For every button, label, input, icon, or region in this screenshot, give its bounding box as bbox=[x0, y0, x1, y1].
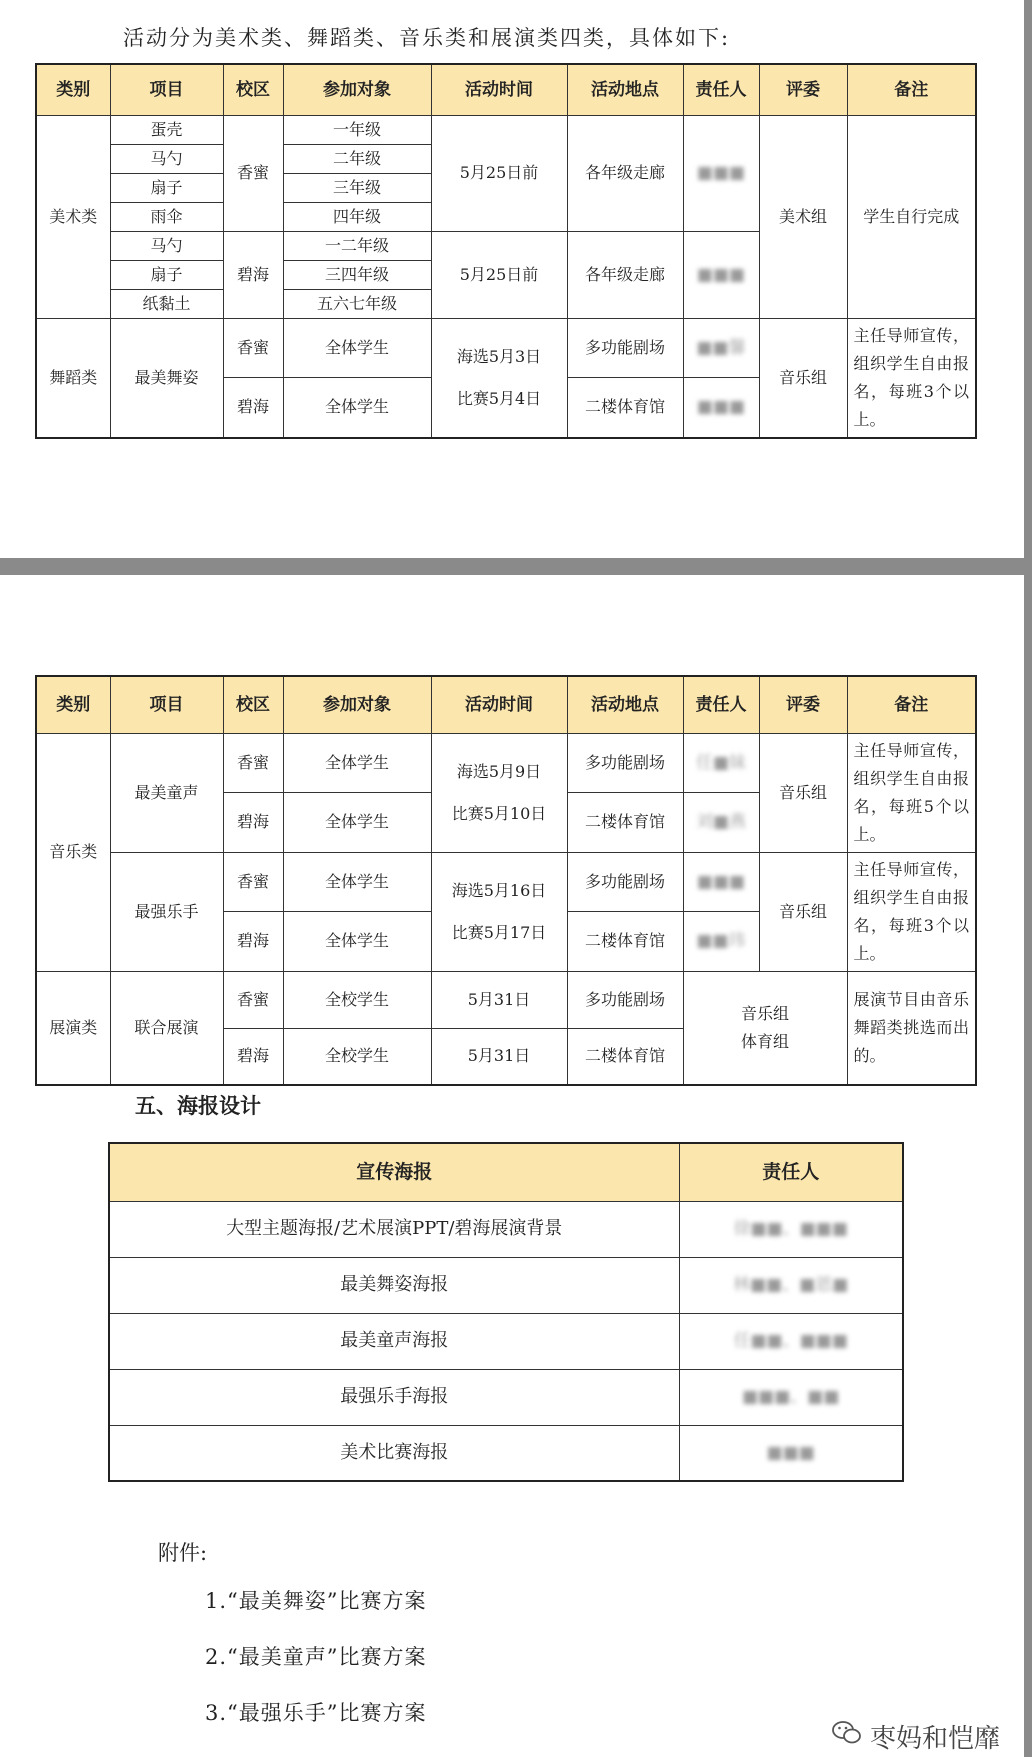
attachment-item: 3.“最强乐手”比赛方案 bbox=[205, 1701, 427, 1725]
item-cell: 扇子 bbox=[110, 173, 223, 202]
table-header-row bbox=[109, 1143, 903, 1201]
time-cell: 5月25日前 bbox=[431, 115, 567, 231]
watermark bbox=[832, 1718, 1000, 1755]
poster-name-cell: 最美童声海报 bbox=[109, 1313, 679, 1369]
table-row bbox=[36, 115, 976, 144]
header-note: 备注 bbox=[847, 676, 976, 733]
person-cell bbox=[683, 733, 759, 793]
campus-cell: 碧海 bbox=[223, 378, 283, 438]
time-cell bbox=[431, 852, 567, 971]
note-cell: 主任导师宣传，组织学生自由报名，每班5个以上。 bbox=[847, 733, 976, 852]
place-cell: 二楼体育馆 bbox=[567, 793, 683, 853]
redacted-name: ■■■ bbox=[696, 163, 746, 183]
header-category: 类别 bbox=[36, 676, 110, 733]
note-cell: 展演节目由音乐舞蹈类挑选而出的。 bbox=[847, 971, 976, 1085]
redacted-name: 刘■燕 bbox=[695, 812, 747, 833]
wechat-icon bbox=[832, 1720, 862, 1753]
time-cell: 5月31日 bbox=[431, 1028, 567, 1085]
redacted-name: ■■馨 bbox=[696, 337, 746, 358]
campus-cell: 碧海 bbox=[223, 231, 283, 318]
time-line: 比赛5月10日 bbox=[451, 803, 547, 823]
target-cell: 全校学生 bbox=[283, 971, 431, 1028]
target-cell: 全体学生 bbox=[283, 852, 431, 912]
item-cell: 纸黏土 bbox=[110, 289, 223, 318]
place-cell: 二楼体育馆 bbox=[567, 378, 683, 438]
person-cell bbox=[679, 1313, 903, 1369]
item-cell: 最美舞姿 bbox=[110, 318, 223, 438]
campus-cell: 香蜜 bbox=[223, 733, 283, 793]
campus-cell: 碧海 bbox=[223, 1028, 283, 1085]
place-cell: 各年级走廊 bbox=[567, 115, 683, 231]
note-cell: 学生自行完成 bbox=[847, 115, 976, 318]
campus-cell: 香蜜 bbox=[223, 852, 283, 912]
target-cell: 五六七年级 bbox=[283, 289, 431, 318]
target-cell: 全体学生 bbox=[283, 793, 431, 853]
header-place: 活动地点 bbox=[567, 64, 683, 115]
place-cell: 多功能剧场 bbox=[567, 733, 683, 793]
person-cell bbox=[683, 912, 759, 972]
time-line: 海选5月9日 bbox=[456, 761, 542, 781]
place-cell: 多功能剧场 bbox=[567, 852, 683, 912]
watermark-text: 枣妈和恺靡 bbox=[869, 1724, 1000, 1754]
table-row bbox=[109, 1313, 903, 1369]
judge-line: 体育组 bbox=[740, 1031, 789, 1051]
category-cell: 音乐类 bbox=[36, 733, 110, 971]
activity-table-2 bbox=[35, 675, 977, 1086]
poster-table bbox=[108, 1142, 904, 1482]
person-cell bbox=[683, 231, 759, 318]
header-person: 责任人 bbox=[679, 1143, 903, 1201]
target-cell: 全体学生 bbox=[283, 318, 431, 378]
person-cell bbox=[683, 793, 759, 853]
item-cell: 马勺 bbox=[110, 231, 223, 260]
target-cell: 全体学生 bbox=[283, 733, 431, 793]
redacted-name: ■■■ bbox=[696, 397, 746, 418]
judge-cell: 音乐组 bbox=[759, 733, 847, 852]
category-cell: 舞蹈类 bbox=[36, 318, 110, 438]
target-cell: 一年级 bbox=[283, 115, 431, 144]
header-note: 备注 bbox=[847, 64, 976, 115]
place-cell: 多功能剧场 bbox=[567, 318, 683, 378]
judge-cell: 音乐组 bbox=[759, 318, 847, 438]
person-cell bbox=[679, 1369, 903, 1425]
header-campus: 校区 bbox=[223, 676, 283, 733]
target-cell: 三年级 bbox=[283, 173, 431, 202]
item-cell: 最强乐手 bbox=[110, 852, 223, 971]
poster-name-cell: 大型主题海报/艺术展演PPT/碧海展演背景 bbox=[109, 1201, 679, 1257]
person-cell bbox=[679, 1425, 903, 1481]
header-time: 活动时间 bbox=[431, 676, 567, 733]
page-edge-right bbox=[1024, 0, 1032, 558]
poster-name-cell: 美术比赛海报 bbox=[109, 1425, 679, 1481]
redacted-name: ■■■、■■ bbox=[742, 1387, 840, 1407]
campus-cell: 香蜜 bbox=[223, 115, 283, 231]
header-category: 类别 bbox=[36, 64, 110, 115]
header-person: 责任人 bbox=[683, 64, 759, 115]
header-judge: 评委 bbox=[759, 64, 847, 115]
judge-cell bbox=[683, 971, 847, 1085]
target-cell: 一二年级 bbox=[283, 231, 431, 260]
header-place: 活动地点 bbox=[567, 676, 683, 733]
time-cell: 5月25日前 bbox=[431, 231, 567, 318]
person-cell bbox=[683, 378, 759, 438]
target-cell: 二年级 bbox=[283, 144, 431, 173]
judge-cell: 音乐组 bbox=[759, 852, 847, 971]
item-cell: 马勺 bbox=[110, 144, 223, 173]
attachment-item: 2.“最美童声”比赛方案 bbox=[205, 1645, 427, 1669]
header-item: 项目 bbox=[110, 64, 223, 115]
time-cell bbox=[431, 318, 567, 438]
table-row bbox=[36, 852, 976, 912]
poster-name-cell: 最美舞姿海报 bbox=[109, 1257, 679, 1313]
table-header-row bbox=[36, 676, 976, 733]
header-item: 项目 bbox=[110, 676, 223, 733]
redacted-name: 林■■、■恩■ bbox=[733, 1275, 849, 1295]
header-campus: 校区 bbox=[223, 64, 283, 115]
item-cell: 最美童声 bbox=[110, 733, 223, 852]
header-target: 参加对象 bbox=[283, 676, 431, 733]
person-cell bbox=[683, 852, 759, 912]
table-row bbox=[109, 1369, 903, 1425]
redacted-name: 任■妹 bbox=[695, 752, 747, 773]
campus-cell: 香蜜 bbox=[223, 971, 283, 1028]
table-row bbox=[36, 971, 976, 1028]
redacted-name: ■■玮 bbox=[696, 931, 746, 952]
person-cell bbox=[679, 1257, 903, 1313]
place-cell: 多功能剧场 bbox=[567, 971, 683, 1028]
header-poster: 宣传海报 bbox=[109, 1143, 679, 1201]
time-cell: 5月31日 bbox=[431, 971, 567, 1028]
target-cell: 全体学生 bbox=[283, 378, 431, 438]
judge-line: 音乐组 bbox=[740, 1003, 789, 1023]
person-cell bbox=[683, 115, 759, 231]
header-judge: 评委 bbox=[759, 676, 847, 733]
place-cell: 二楼体育馆 bbox=[567, 1028, 683, 1085]
attachments-list bbox=[205, 1585, 427, 1753]
header-person: 责任人 bbox=[683, 676, 759, 733]
person-cell bbox=[683, 318, 759, 378]
poster-name-cell: 最强乐手海报 bbox=[109, 1369, 679, 1425]
activity-table-1 bbox=[35, 63, 977, 439]
attachments-label: 附件: bbox=[158, 1541, 208, 1565]
time-line: 海选5月16日 bbox=[451, 880, 547, 900]
redacted-name: ■■■ bbox=[696, 871, 746, 892]
intro-text: 活动分为美术类、舞蹈类、音乐类和展演类四类，具体如下: bbox=[123, 26, 731, 50]
time-cell bbox=[431, 733, 567, 852]
place-cell: 二楼体育馆 bbox=[567, 912, 683, 972]
category-cell: 展演类 bbox=[36, 971, 110, 1085]
judge-cell: 美术组 bbox=[759, 115, 847, 318]
target-cell: 全校学生 bbox=[283, 1028, 431, 1085]
note-cell: 主任导师宣传，组织学生自由报名，每班3个以上。 bbox=[847, 852, 976, 971]
header-target: 参加对象 bbox=[283, 64, 431, 115]
campus-cell: 香蜜 bbox=[223, 318, 283, 378]
redacted-name: ■■■ bbox=[766, 1442, 815, 1463]
time-line: 比赛5月17日 bbox=[451, 922, 547, 942]
target-cell: 四年级 bbox=[283, 202, 431, 231]
target-cell: 三四年级 bbox=[283, 260, 431, 289]
page-separator bbox=[0, 558, 1032, 575]
table-row bbox=[36, 318, 976, 378]
item-cell: 蛋壳 bbox=[110, 115, 223, 144]
page-edge-right-lower bbox=[1024, 575, 1032, 1757]
table-header-row bbox=[36, 64, 976, 115]
header-time: 活动时间 bbox=[431, 64, 567, 115]
item-cell: 扇子 bbox=[110, 260, 223, 289]
time-line: 海选5月3日 bbox=[456, 346, 542, 366]
table-row bbox=[109, 1201, 903, 1257]
item-cell: 联合展演 bbox=[110, 971, 223, 1085]
table-row bbox=[109, 1425, 903, 1481]
campus-cell: 碧海 bbox=[223, 912, 283, 972]
item-cell: 雨伞 bbox=[110, 202, 223, 231]
section-5-title: 五、海报设计 bbox=[135, 1094, 261, 1118]
place-cell: 各年级走廊 bbox=[567, 231, 683, 318]
attachment-item: 1.“最美舞姿”比赛方案 bbox=[205, 1589, 427, 1613]
redacted-name: 徐■■、■■■ bbox=[733, 1219, 848, 1239]
table-row bbox=[36, 733, 976, 793]
category-cell: 美术类 bbox=[36, 115, 110, 318]
table-row bbox=[109, 1257, 903, 1313]
campus-cell: 碧海 bbox=[223, 793, 283, 853]
time-line: 比赛5月4日 bbox=[456, 388, 542, 408]
redacted-name: ■■■ bbox=[696, 264, 746, 285]
redacted-name: 任■■、■■■ bbox=[733, 1331, 848, 1351]
target-cell: 全体学生 bbox=[283, 912, 431, 972]
note-cell: 主任导师宣传，组织学生自由报名，每班3个以上。 bbox=[847, 318, 976, 438]
person-cell bbox=[679, 1201, 903, 1257]
